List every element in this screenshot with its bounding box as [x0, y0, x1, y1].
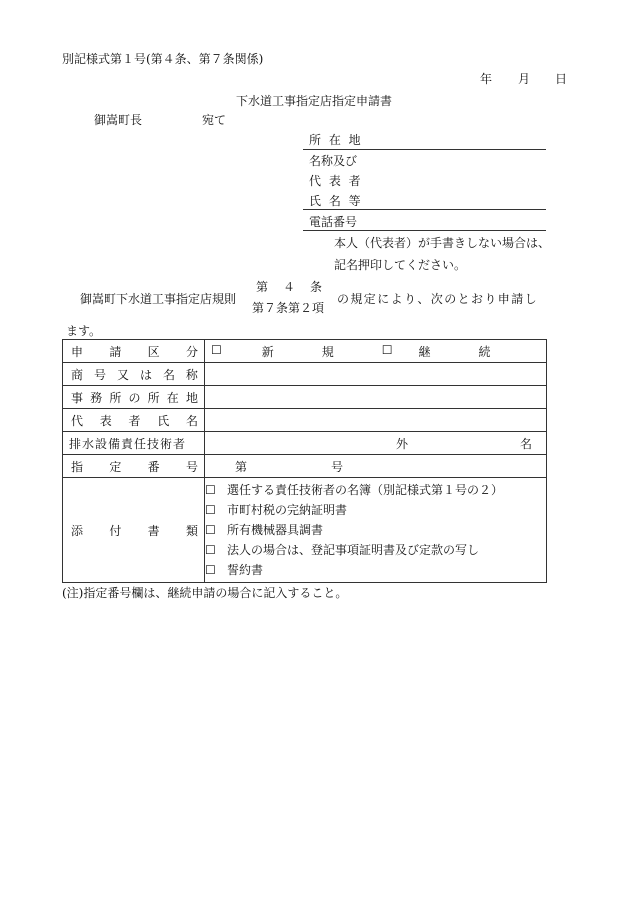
article-top-part: 第 — [256, 280, 269, 294]
label-char: 請 — [109, 344, 122, 359]
article-top-part: ４ — [282, 280, 295, 294]
divider — [303, 230, 546, 231]
article-top — [256, 278, 322, 295]
label-char: 名 — [185, 413, 198, 428]
category-label — [63, 340, 205, 363]
table-row — [63, 432, 547, 455]
applicant-name-label-1: 名称及び — [309, 154, 358, 168]
attachments-label — [63, 478, 205, 583]
number-go: 号 — [331, 459, 344, 474]
divider — [303, 209, 546, 210]
label-char: 商 — [71, 367, 84, 382]
attachment-item — [205, 480, 546, 500]
date-year: 年 — [480, 72, 493, 86]
label-char: 号 — [185, 459, 198, 474]
option-continue-label: 継 続 — [418, 344, 499, 359]
attachment-item — [205, 520, 546, 540]
label-char: 類 — [185, 523, 198, 538]
checkbox-new[interactable]: ☐ — [211, 342, 222, 357]
document-title: 下水道工事指定店指定申請書 — [236, 94, 393, 108]
applicant-address-label: 所 在 地 — [309, 133, 363, 147]
article-bottom: 第７条第２項 — [252, 301, 325, 315]
attachment-label: 誓約書 — [227, 563, 264, 577]
addressee-name: 御嵩町長 — [94, 113, 143, 127]
label-char: 付 — [109, 523, 122, 538]
label-char: 代 — [71, 413, 84, 428]
table-row — [63, 478, 547, 583]
label-char: 所 — [109, 390, 122, 405]
label-char: 称 — [185, 367, 198, 382]
office-address-field[interactable] — [205, 386, 547, 409]
attachment-label: 市町村税の完納証明書 — [227, 503, 348, 517]
attachment-checkbox[interactable]: ☐ — [205, 503, 216, 517]
engineer-label: 排水設備責任技術者 — [63, 432, 205, 455]
label-char: 名 — [162, 367, 175, 382]
applicant-name-label-3: 氏 名 等 — [309, 194, 363, 208]
designation-number-field[interactable] — [205, 455, 547, 478]
date-day: 日 — [555, 72, 568, 86]
label-char: 分 — [185, 344, 198, 359]
label-char: 事 — [71, 390, 84, 405]
article-top-part: 条 — [309, 280, 322, 294]
footnote: (注)指定番号欄は、継続申請の場合に記入すること。 — [62, 586, 348, 600]
option-new-label: 新 規 — [261, 344, 342, 359]
label-char: 定 — [109, 459, 122, 474]
table-row — [63, 409, 547, 432]
label-char: 在 — [166, 390, 179, 405]
applicant-note-line1: 本人（代表者）が手書きしない場合は、 — [334, 236, 551, 250]
label-char: の — [128, 390, 141, 405]
label-char: 氏 — [157, 413, 170, 428]
attachment-checkbox[interactable]: ☐ — [205, 543, 216, 557]
label-char: 所 — [147, 390, 160, 405]
applicant-note-line2: 記名押印してください。 — [334, 258, 467, 272]
engineer-field[interactable] — [205, 432, 547, 455]
label-char: 指 — [71, 459, 84, 474]
table-row — [63, 363, 547, 386]
rule-name: 御嵩町下水道工事指定店規則 — [80, 292, 237, 306]
label-char: 書 — [147, 523, 160, 538]
category-options — [205, 340, 547, 363]
applicant-name-label-2: 代 表 者 — [309, 174, 363, 188]
attachment-label: 選任する責任技術者の名簿（別記様式第１号の２） — [227, 483, 504, 497]
label-char: 地 — [185, 390, 198, 405]
application-table — [62, 339, 547, 583]
table-row — [63, 340, 547, 363]
company-name-field[interactable] — [205, 363, 547, 386]
engineer-persons: 名 — [519, 436, 532, 451]
representative-field[interactable] — [205, 409, 547, 432]
attachment-item — [205, 540, 546, 560]
label-char: 表 — [99, 413, 112, 428]
checkbox-continue[interactable]: ☐ — [381, 342, 393, 357]
label-char: 番 — [147, 459, 160, 474]
attachment-item — [205, 500, 546, 520]
designation-number-label — [63, 455, 205, 478]
number-dai: 第 — [235, 459, 248, 474]
table-row — [63, 386, 547, 409]
form-reference: 別記様式第１号(第４条、第７条関係) — [62, 52, 264, 66]
body-continuation: ます。 — [66, 324, 102, 338]
divider — [303, 149, 546, 150]
applicant-phone-label: 電話番号 — [309, 215, 358, 229]
attachment-item — [205, 560, 546, 580]
attachments-list — [205, 478, 547, 583]
date-month: 月 — [518, 72, 531, 86]
representative-label — [63, 409, 205, 432]
label-char: 区 — [147, 344, 160, 359]
addressee-suffix: 宛て — [202, 113, 227, 127]
engineer-outside: 外 — [395, 436, 408, 451]
body-suffix: の規定により、次のとおり申請し — [337, 292, 539, 306]
label-char: 申 — [71, 344, 84, 359]
label-char: 務 — [90, 390, 103, 405]
label-char: 又 — [116, 367, 129, 382]
table-row — [63, 455, 547, 478]
company-name-label — [63, 363, 205, 386]
label-char: は — [139, 367, 152, 382]
attachment-label: 法人の場合は、登記事項証明書及び定款の写し — [227, 543, 480, 557]
attachment-checkbox[interactable]: ☐ — [205, 563, 216, 577]
label-char: 者 — [128, 413, 141, 428]
attachment-checkbox[interactable]: ☐ — [205, 483, 216, 497]
label-char: 号 — [93, 367, 106, 382]
office-address-label — [63, 386, 205, 409]
label-char: 添 — [71, 523, 84, 538]
attachment-checkbox[interactable]: ☐ — [205, 523, 216, 537]
attachment-label: 所有機械器具調書 — [227, 523, 324, 537]
